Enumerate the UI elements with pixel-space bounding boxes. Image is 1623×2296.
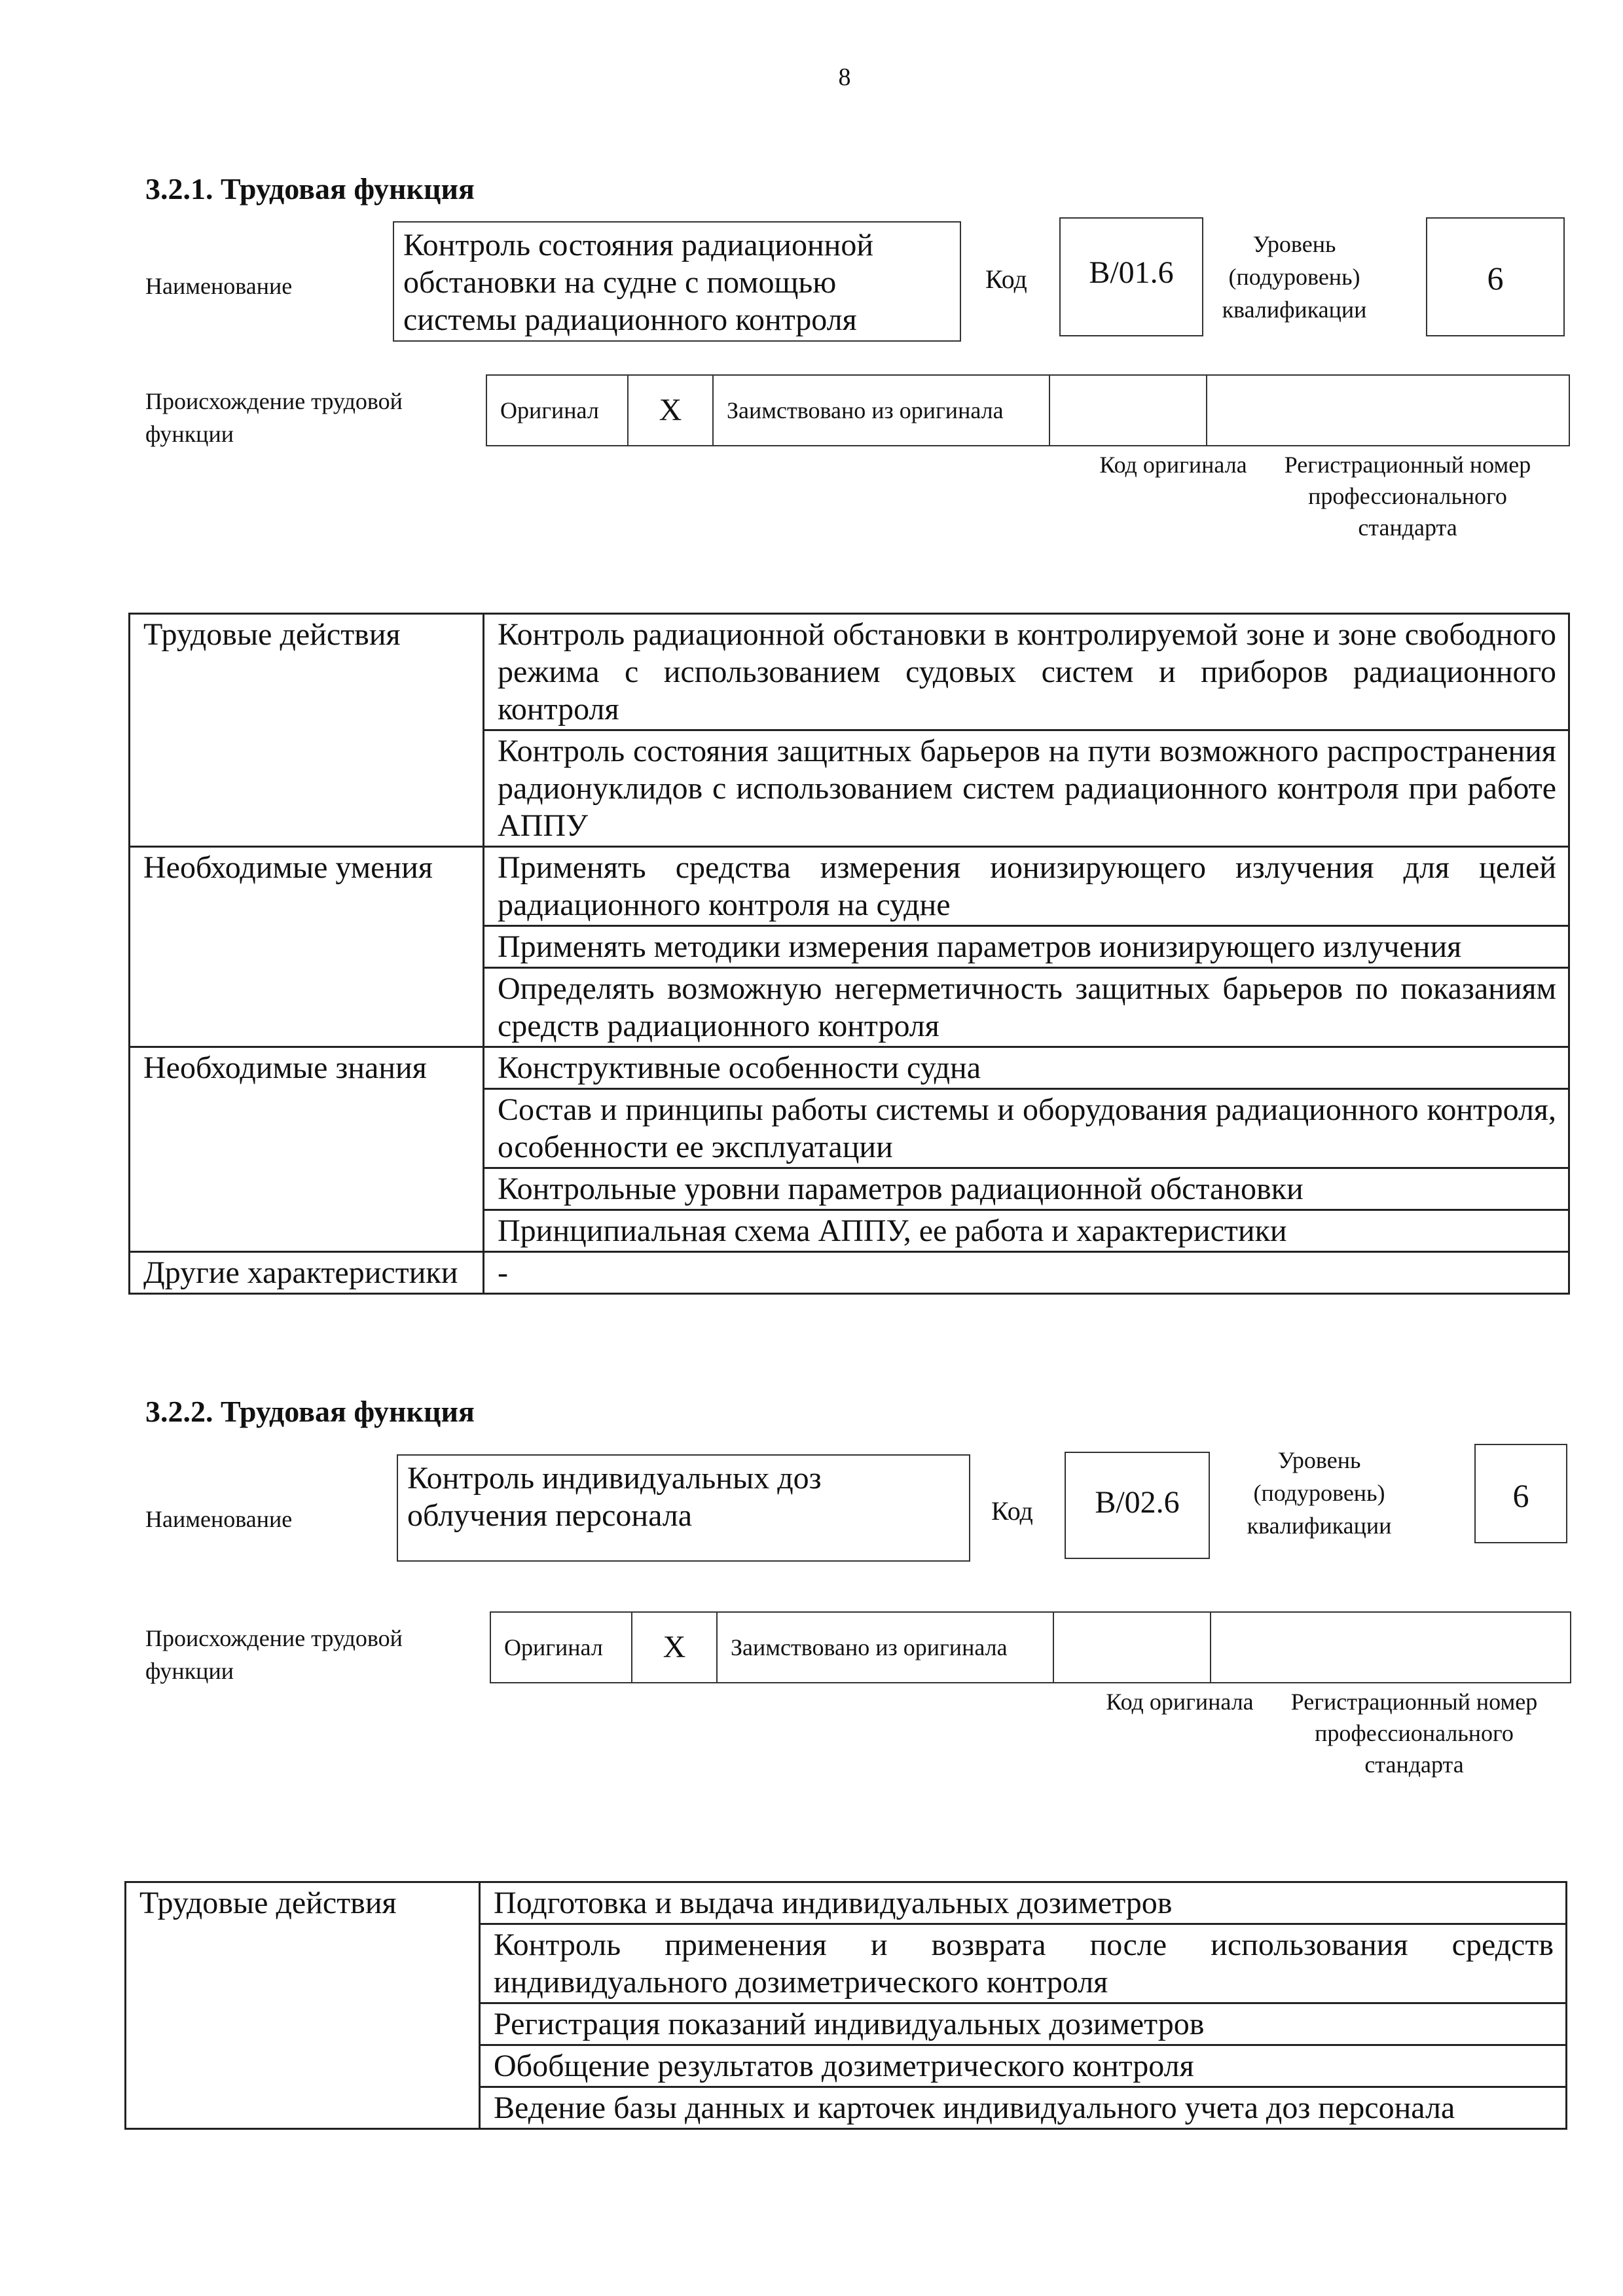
name-label: Наименование [145, 273, 293, 299]
table-cell: Применять методики измерения параметров ионизирующего излучения [484, 926, 1569, 968]
level-value-box [1426, 217, 1565, 336]
table-cell: Принципиальная схема АППУ, ее работа и характеристики [484, 1210, 1569, 1252]
table-cell: Регистрация показаний индивидуальных дозиметров [480, 2003, 1567, 2045]
name-label: Наименование [145, 1506, 293, 1532]
code-value-box [1065, 1452, 1210, 1559]
qualification-level-label: Уровень (подуровень) квалификации [1247, 1447, 1392, 1539]
function-name: Контроль индивидуальных доз облучения персонала [407, 1461, 822, 1533]
row-header: Необходимые знания [130, 1047, 484, 1252]
level-value: 6 [1487, 260, 1504, 296]
function-name-box [393, 221, 961, 342]
origin-reg-caption: Регистрационный номер профессионального стандарта [1290, 1689, 1538, 1778]
row-header: Трудовые действия [126, 1882, 480, 2129]
table-cell: Контроль радиационной обстановки в контролируемой зоне и зоне свободного режима с использованием судовых систем и приборов радиационного контроля [484, 614, 1569, 730]
level-value-box [1474, 1444, 1567, 1543]
origin-mark: X [628, 375, 713, 446]
page-number: 8 [838, 63, 851, 91]
origin-reg-cell [1207, 375, 1569, 446]
origin-label: Происхождение трудовой функции [145, 1625, 403, 1684]
section-title: 3.2.2. Трудовая функция [145, 1395, 475, 1428]
origin-borrowed: Заимствовано из оригинала [713, 375, 1049, 446]
origin-code-cell [1053, 1612, 1211, 1683]
function-details-table [124, 1881, 1567, 2130]
function-name: Контроль состояния радиационной обстановки на судне с помощью системы радиационного контроля [403, 228, 874, 337]
section-title: 3.2.1. Трудовая функция [145, 172, 475, 206]
table-cell: - [484, 1252, 1569, 1294]
origin-table [486, 374, 1570, 446]
row-header: Другие характеристики [130, 1252, 484, 1294]
table-cell: Обобщение результатов дозиметрического контроля [480, 2045, 1567, 2087]
row-header: Трудовые действия [130, 614, 484, 847]
origin-reg-caption: Регистрационный номер профессионального стандарта [1284, 452, 1531, 541]
origin-original: Оригинал [490, 1612, 632, 1683]
row-header: Необходимые умения [130, 847, 484, 1047]
table-cell: Ведение базы данных и карточек индивидуального учета доз персонала [480, 2087, 1567, 2129]
origin-table [490, 1611, 1571, 1683]
origin-code-caption: Код оригинала [1099, 452, 1247, 478]
qualification-level-label: Уровень (подуровень) квалификации [1222, 231, 1367, 323]
table-cell: Конструктивные особенности судна [484, 1047, 1569, 1089]
origin-borrowed: Заимствовано из оригинала [717, 1612, 1053, 1683]
origin-original: Оригинал [486, 375, 628, 446]
origin-mark: X [632, 1612, 717, 1683]
code-label: Код [985, 264, 1027, 294]
origin-reg-cell [1211, 1612, 1571, 1683]
table-cell: Состав и принципы работы системы и оборудования радиационного контроля, особенности ее эксплуатации [484, 1089, 1569, 1168]
level-value: 6 [1512, 1477, 1529, 1514]
origin-code-cell [1049, 375, 1207, 446]
code-value-box [1059, 217, 1203, 336]
table-cell: Определять возможную негерметичность защитных барьеров по показаниям средств радиационного контроля [484, 968, 1569, 1047]
function-details-table [128, 613, 1570, 1295]
code-value: B/01.6 [1089, 255, 1174, 290]
origin-code-caption: Код оригинала [1106, 1689, 1254, 1715]
table-cell: Контроль состояния защитных барьеров на пути возможного распространения радионуклидов с использованием систем радиационного контроля при работе АППУ [484, 730, 1569, 847]
table-cell: Подготовка и выдача индивидуальных дозиметров [480, 1882, 1567, 1924]
code-label: Код [991, 1496, 1033, 1526]
code-value: B/02.6 [1095, 1485, 1180, 1520]
table-cell: Применять средства измерения ионизирующего излучения для целей радиационного контроля на судне [484, 847, 1569, 926]
function-name-box [397, 1454, 970, 1562]
origin-label: Происхождение трудовой функции [145, 388, 403, 447]
table-cell: Контроль применения и возврата после использования средств индивидуального дозиметрического контроля [480, 1924, 1567, 2003]
table-cell: Контрольные уровни параметров радиационной обстановки [484, 1168, 1569, 1210]
